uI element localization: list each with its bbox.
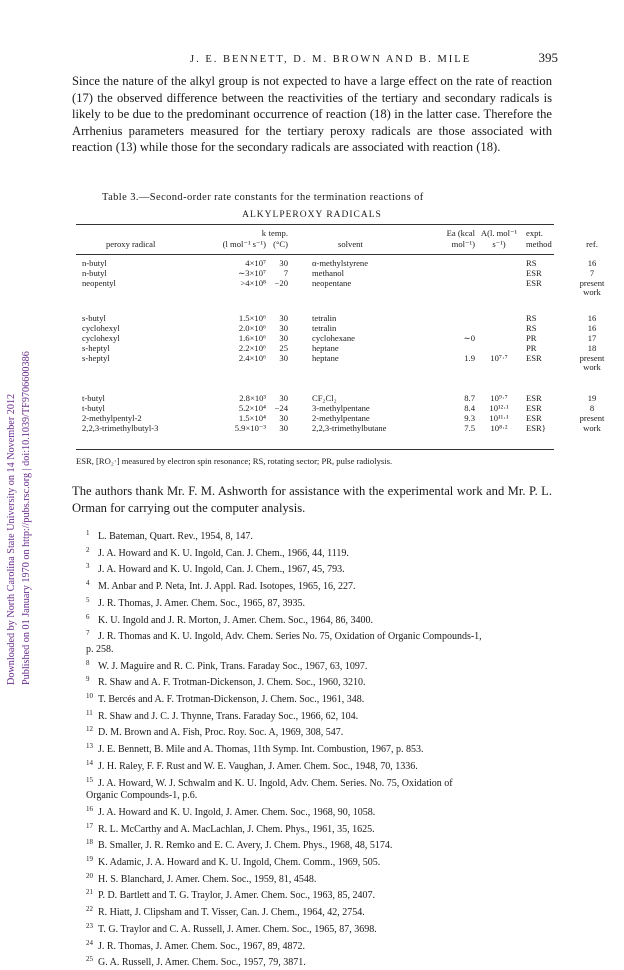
cell-ref: 19 (587, 393, 597, 403)
header-k: k (261, 228, 266, 238)
table-footnote: ESR, [RO₂·] measured by electron spin resonance; RS, rotating sector; PR, pulse radiolysis. (76, 456, 393, 466)
header-temp-units: (°C) (273, 239, 288, 249)
cell-solvent: tetralin (312, 323, 337, 333)
cell-method: RS (526, 258, 537, 268)
reference-item (86, 757, 556, 774)
cell-k: 1.5×10⁴ (238, 413, 266, 423)
reference-item (86, 853, 556, 870)
reference-continuation: p. 258. (86, 643, 114, 655)
cell-radical: cyclohexyl (82, 333, 120, 343)
header-radical: peroxy radical (106, 239, 156, 249)
cell-method: RS (526, 323, 537, 333)
header-a: A(l. mol⁻¹ (480, 228, 518, 238)
cell-ref-continued: work (583, 287, 601, 297)
cell-k: 2.0×10⁶ (238, 323, 266, 333)
header-ea: Ea (kcal (446, 228, 475, 238)
reference-item (86, 774, 556, 791)
cell-temp: 30 (279, 423, 288, 433)
reference-number: 14 (86, 758, 93, 767)
cell-method: PR (526, 333, 537, 343)
cell-ea: 9.3 (464, 413, 475, 423)
reference-item (86, 953, 556, 970)
cell-ref: present (579, 413, 605, 423)
reference-text: K. U. Ingold and J. R. Morton, J. Amer. Chem. Soc., 1964, 86, 3400. (98, 614, 373, 626)
cell-k: 5.9×10⁻³ (234, 423, 266, 433)
reference-number: 20 (86, 871, 93, 880)
cell-solvent: α-methylstyrene (312, 258, 369, 268)
cell-temp: 30 (279, 413, 288, 423)
table-top-rule (76, 224, 554, 225)
running-header: J. E. BENNETT, D. M. BROWN AND B. MILE (190, 54, 472, 65)
header-a-units: s⁻¹) (492, 239, 506, 249)
reference-text: T. G. Traylor and C. A. Russell, J. Amer. Chem. Soc., 1965, 87, 3698. (98, 923, 377, 935)
reference-continuation: Organic Compounds-1, p.6. (86, 790, 198, 802)
cell-solvent: 2,2,3-trimethylbutane (312, 423, 387, 433)
reference-item (86, 594, 556, 611)
cell-radical: t-butyl (82, 403, 105, 413)
cell-temp: 30 (279, 323, 288, 333)
cell-k: 2.2×10⁶ (238, 343, 266, 353)
cell-k: 1.5×10⁶ (238, 313, 266, 323)
reference-item (86, 937, 556, 954)
reference-item (86, 820, 556, 837)
reference-number: 25 (86, 955, 93, 964)
reference-text: J. A. Howard and K. U. Ingold, Can. J. Chem., 1967, 45, 793. (98, 564, 345, 576)
reference-item (86, 920, 556, 937)
header-ref: ref. (586, 239, 598, 249)
reference-text: L. Bateman, Quart. Rev., 1954, 8, 147. (98, 531, 253, 542)
cell-temp: 30 (279, 333, 288, 343)
cell-temp: 30 (279, 313, 288, 323)
header-method-2: method (526, 239, 552, 249)
reference-number: 3 (86, 562, 90, 571)
cell-radical: n-butyl (82, 258, 107, 268)
reference-number: 22 (86, 905, 93, 914)
table-header (76, 228, 598, 252)
cell-radical: s-heptyl (82, 343, 110, 353)
cell-method: ESR (526, 353, 542, 363)
reference-text: J. A. Howard, W. J. Schwalm and K. U. Ingold, Adv. Chem. Series. No. 75, Oxidation of (98, 777, 453, 789)
reference-item (86, 577, 556, 594)
cell-method: RS (526, 313, 537, 323)
reference-number: 11 (86, 708, 93, 717)
cell-method: ESR (526, 278, 542, 288)
reference-item (86, 560, 556, 577)
reference-number: 16 (86, 804, 93, 813)
reference-text: J. A. Howard and K. U. Ingold, Can. J. Chem., 1966, 44, 1119. (98, 547, 349, 559)
cell-method: ESR} (526, 423, 546, 433)
reference-number: 12 (86, 725, 93, 734)
reference-item (86, 707, 556, 724)
reference-text: B. Smaller, J. R. Remko and E. C. Avery, J. Chem. Phys., 1968, 48, 5174. (98, 840, 393, 852)
references-list (86, 527, 556, 970)
cell-solvent: methanol (312, 268, 344, 278)
reference-number: 2 (86, 545, 90, 554)
cell-ea: 8.4 (464, 403, 475, 413)
cell-ref: present (579, 278, 605, 288)
cell-radical: t-butyl (82, 393, 105, 403)
cell-radical: 2-methylpentyl-2 (82, 413, 142, 423)
header-method: expt. (526, 228, 543, 238)
cell-temp: −20 (274, 278, 288, 288)
cell-ref: work (583, 423, 601, 433)
cell-ref-continued: work (583, 362, 601, 372)
reference-text: P. D. Bartlett and T. G. Traylor, J. Amer. Chem. Soc., 1963, 85, 2407. (98, 890, 376, 902)
reference-number: 17 (86, 821, 93, 830)
reference-text: J. R. Thomas, J. Amer. Chem. Soc., 1967, 89, 4872. (98, 940, 306, 952)
cell-k: 5.2×10⁴ (238, 403, 266, 413)
cell-a: 10⁷·⁷ (490, 353, 508, 363)
cell-temp: 30 (279, 258, 288, 268)
cell-ref: 17 (587, 333, 597, 343)
cell-ref: 16 (587, 323, 597, 333)
reference-number: 15 (86, 775, 93, 784)
intro-paragraph: Since the nature of the alkyl group is not expected to have a large effect on the rate of reaction (17) the observed difference between the reactivities of the tertiary and secondary radicals is likely to be due to the predominant occurrence of reaction (18) in the latter case. Therefore the Arrhenius parameters measured for the tertiary peroxy radicals are those associated with reaction (13) while those for the secondary radicals are associated with reaction (18). (72, 74, 552, 154)
table-header-rule (76, 254, 554, 255)
reference-item (86, 657, 556, 674)
reference-item (86, 673, 556, 690)
reference-number: 8 (86, 658, 90, 667)
reference-text: H. S. Blanchard, J. Amer. Chem. Soc., 1959, 81, 4548. (98, 873, 317, 885)
cell-solvent: CF₂Cl₂ (312, 393, 337, 403)
table-title-continued: ALKYLPEROXY RADICALS (242, 210, 382, 220)
reference-text: J. R. Thomas and K. U. Ingold, Adv. Chem. Series No. 75, Oxidation of Organic Compounds-1, (98, 631, 482, 643)
cell-ea: ∼0 (463, 333, 475, 343)
table-row (76, 423, 601, 443)
cell-ref: present (579, 353, 605, 363)
cell-ea: 7.5 (464, 423, 475, 433)
reference-number: 7 (86, 629, 90, 638)
reference-text: J. E. Bennett, B. Mile and A. Thomas, 11th Symp. Int. Combustion, 1967, p. 853. (98, 744, 424, 756)
reference-number: 19 (86, 855, 93, 864)
cell-k: 2.4×10⁶ (238, 353, 266, 363)
page-number: 395 (538, 50, 558, 65)
cell-temp: −24 (274, 403, 288, 413)
cell-method: ESR (526, 403, 542, 413)
header-solvent: solvent (338, 239, 363, 249)
download-line: Downloaded by North Carolina State University on 14 November 2012 (6, 393, 17, 685)
cell-temp: 30 (279, 353, 288, 363)
reference-text: G. A. Russell, J. Amer. Chem. Soc., 1957, 79, 3871. (98, 957, 306, 969)
reference-item (86, 886, 556, 903)
cell-radical: s-butyl (82, 313, 106, 323)
cell-k: >4×10⁸ (240, 278, 266, 288)
table-title: Table 3.—Second-order rate constants for the termination reactions of (102, 192, 424, 203)
table-row (76, 353, 605, 373)
reference-text: K. Adamic, J. A. Howard and K. U. Ingold, Chem. Comm., 1969, 505. (98, 857, 381, 869)
download-watermark (4, 230, 38, 685)
header-k-units: (l mol⁻¹ s⁻¹) (222, 239, 266, 249)
cell-temp: 7 (283, 268, 288, 278)
reference-text: J. H. Raley, F. F. Rust and W. E. Vaughan, J. Amer. Chem. Soc., 1948, 70, 1336. (98, 760, 418, 772)
table-bottom-rule (76, 449, 554, 450)
header-ea-units: mol⁻¹) (451, 239, 475, 249)
reference-item (86, 836, 556, 853)
reference-number: 13 (86, 742, 93, 751)
reference-item (86, 544, 556, 561)
cell-method: ESR (526, 268, 542, 278)
table-row (76, 278, 605, 298)
cell-radical: neopentyl (82, 278, 116, 288)
cell-radical: s-heptyl (82, 353, 110, 363)
cell-solvent: neopentane (312, 278, 352, 288)
cell-a: 10⁸·² (490, 423, 508, 433)
cell-solvent: tetralin (312, 313, 337, 323)
cell-solvent: cyclohexane (312, 333, 355, 343)
cell-method: ESR (526, 393, 542, 403)
reference-number: 10 (86, 692, 93, 701)
reference-text: R. L. McCarthy and A. MacLachlan, J. Chem. Phys., 1961, 35, 1625. (98, 823, 375, 835)
reference-item (86, 723, 556, 740)
reference-item (86, 690, 556, 707)
cell-solvent: heptane (312, 343, 339, 353)
header-temp: temp. (268, 228, 288, 238)
reference-item (86, 903, 556, 920)
reference-text: R. Hiatt, J. Clipsham and T. Visser, Can. J. Chem., 1964, 42, 2754. (98, 907, 365, 919)
published-doi-line: Published on 01 January 1970 on http://pubs.rsc.org | doi:10.1039/TF9706600386 (21, 351, 32, 685)
reference-text: M. Anbar and P. Neta, Int. J. Appl. Rad. Isotopes, 1965, 16, 227. (98, 581, 356, 593)
reference-number: 5 (86, 595, 90, 604)
cell-ref: 18 (587, 343, 597, 353)
reference-text: J. A. Howard and K. U. Ingold, J. Amer. Chem. Soc., 1968, 90, 1058. (98, 806, 376, 818)
cell-k: 2.8×10³ (239, 393, 266, 403)
cell-radical: 2,2,3-trimethylbutyl-3 (82, 423, 159, 433)
reference-number: 18 (86, 838, 93, 847)
reference-item (86, 527, 556, 544)
cell-ea: 8.7 (464, 393, 475, 403)
cell-ea: 1.9 (464, 353, 475, 363)
reference-number: 6 (86, 612, 90, 621)
cell-ref: 7 (589, 268, 595, 278)
cell-method: PR (526, 343, 537, 353)
cell-solvent: heptane (312, 353, 339, 363)
reference-item (86, 740, 556, 757)
reference-text: R. Shaw and A. F. Trotman-Dickenson, J. Chem. Soc., 1960, 3210. (98, 677, 366, 689)
reference-item (86, 627, 556, 644)
cell-ref: 8 (589, 403, 595, 413)
cell-ref: 16 (587, 258, 597, 268)
reference-number: 24 (86, 938, 93, 947)
reference-item (86, 870, 556, 887)
cell-solvent: 3-methylpentane (312, 403, 370, 413)
reference-number: 9 (86, 675, 90, 684)
reference-number: 21 (86, 888, 93, 897)
cell-a: 10⁹·⁷ (490, 393, 508, 403)
reference-item (86, 803, 556, 820)
reference-text: D. M. Brown and A. Fish, Proc. Roy. Soc. A, 1969, 308, 547. (98, 727, 344, 739)
acknowledgement: The authors thank Mr. F. M. Ashworth for assistance with the experimental work and Mr. P. L. Orman for carrying out the computer analysis. (72, 484, 552, 515)
cell-a: 10¹¹·¹ (489, 413, 509, 423)
cell-radical: n-butyl (82, 268, 107, 278)
cell-method: ESR (526, 413, 542, 423)
cell-k: ∼3×10⁷ (238, 268, 266, 278)
reference-text: W. J. Maguire and R. C. Pink, Trans. Faraday Soc., 1967, 63, 1097. (98, 660, 368, 672)
cell-ref: 16 (587, 313, 597, 323)
reference-number: 1 (86, 529, 90, 537)
reference-text: T. Bercés and A. F. Trotman-Dickenson, J. Chem. Soc., 1961, 348. (98, 694, 365, 706)
cell-radical: cyclohexyl (82, 323, 120, 333)
cell-solvent: 2-methylpentane (312, 413, 370, 423)
cell-k: 1.6×10⁶ (238, 333, 266, 343)
cell-a: 10¹²·¹ (489, 403, 509, 413)
cell-temp: 25 (279, 343, 288, 353)
reference-number: 4 (86, 579, 90, 588)
reference-number: 23 (86, 921, 93, 930)
cell-temp: 30 (279, 393, 288, 403)
reference-text: R. Shaw and J. C. J. Thynne, Trans. Faraday Soc., 1966, 62, 104. (98, 710, 359, 722)
reference-text: J. R. Thomas, J. Amer. Chem. Soc., 1965, 87, 3935. (98, 597, 306, 609)
reference-item (86, 611, 556, 628)
cell-k: 4×10⁷ (245, 258, 266, 268)
